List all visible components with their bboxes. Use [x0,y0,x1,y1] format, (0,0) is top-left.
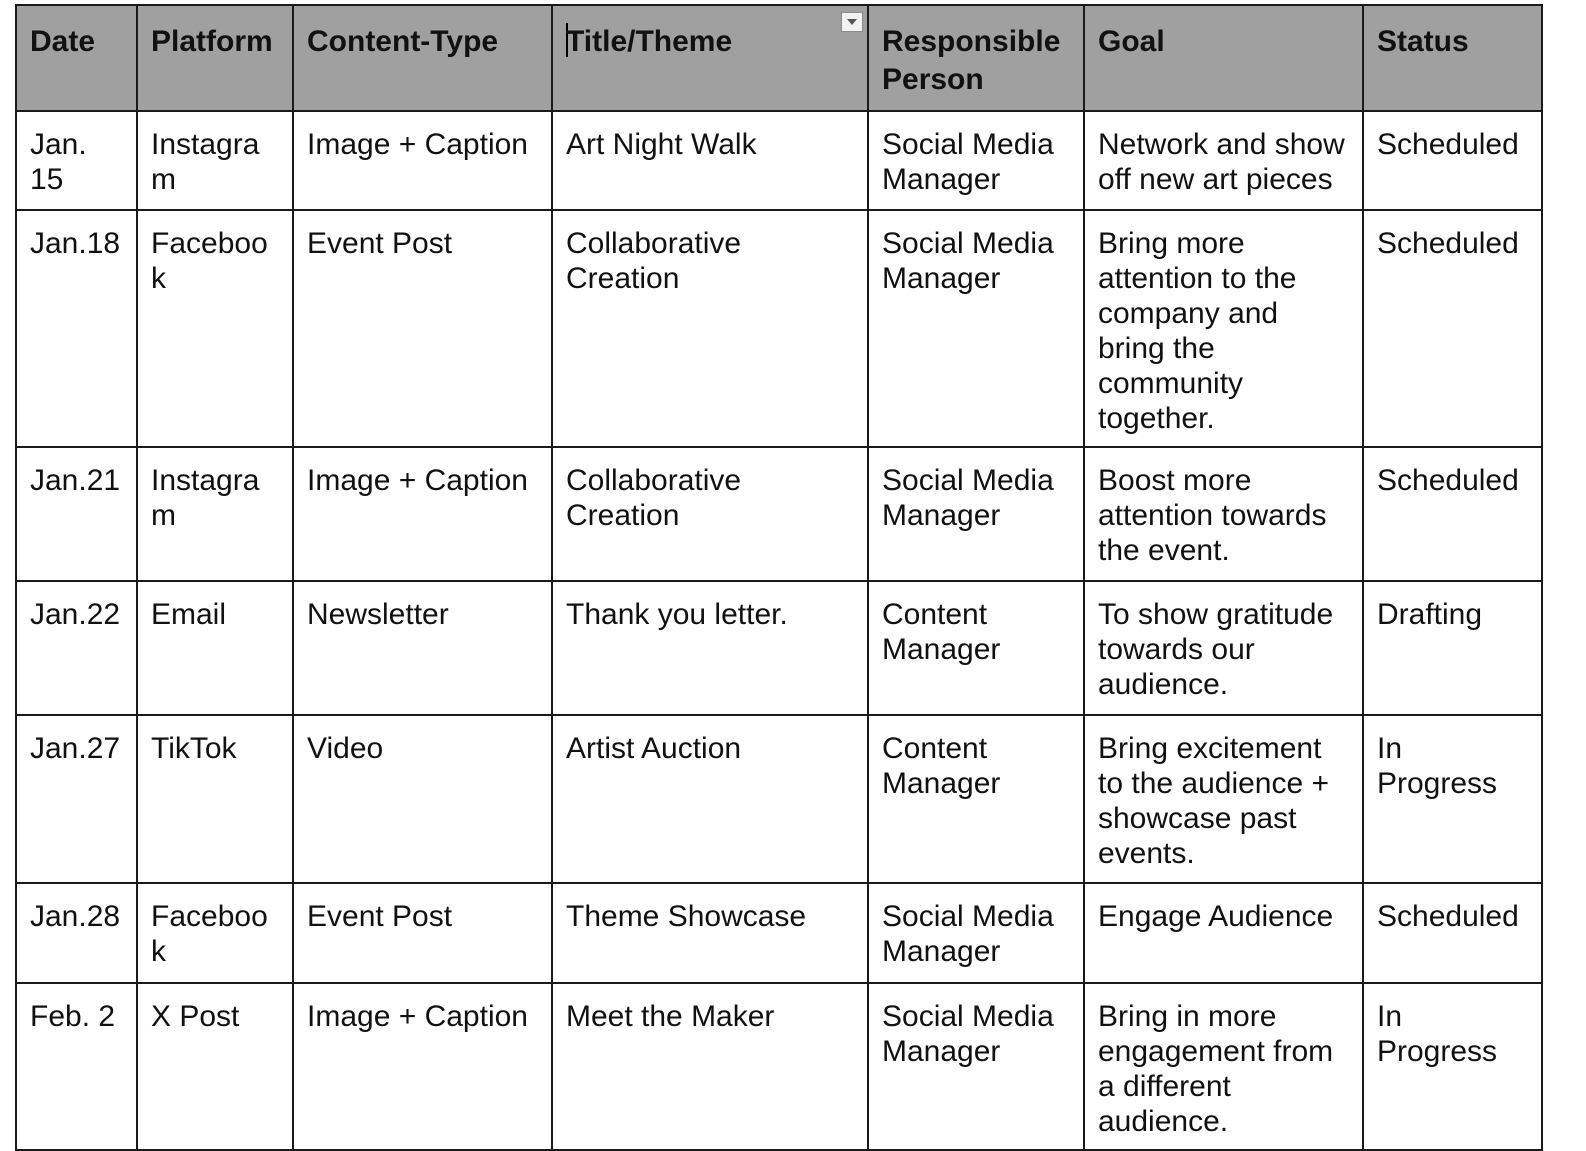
cell-goal[interactable]: Bring more attention to the company and bring the community together. [1084,210,1363,447]
header-label: Responsible Person [882,25,1061,96]
header-cell-goal[interactable] [1084,5,1363,111]
cell-responsible-person[interactable]: Social Media Manager [868,447,1084,581]
cell-status[interactable]: In Progress [1363,715,1542,883]
cell-platform[interactable]: Instagram [137,111,293,210]
header-cell-platform[interactable] [137,5,293,111]
header-label: Title/Theme [566,25,733,58]
cell-content-type[interactable]: Event Post [293,210,552,447]
cell-responsible-person[interactable]: Social Media Manager [868,983,1084,1150]
table-row [16,715,1542,883]
cell-title-theme[interactable]: Collaborative Creation [552,210,868,447]
cell-title-theme[interactable]: Artist Auction [552,715,868,883]
cell-title-theme[interactable]: Art Night Walk [552,111,868,210]
cell-goal[interactable]: Bring in more engagement from a different audience. [1084,983,1363,1150]
cell-platform[interactable]: Instagram [137,447,293,581]
cell-goal[interactable]: Network and show off new art pieces [1084,111,1363,210]
header-label: Date [30,25,96,58]
cell-content-type[interactable]: Image + Caption [293,111,552,210]
header-cell-content-type[interactable] [293,5,552,111]
cell-responsible-person[interactable]: Social Media Manager [868,210,1084,447]
header-label: Goal [1098,25,1165,58]
cell-status[interactable]: Scheduled [1363,111,1542,210]
cell-status[interactable]: In Progress [1363,983,1542,1150]
table-row [16,111,1542,210]
cell-goal[interactable]: Bring excitement to the audience + showcase past events. [1084,715,1363,883]
cell-responsible-person[interactable]: Social Media Manager [868,111,1084,210]
cell-title-theme[interactable]: Meet the Maker [552,983,868,1150]
cell-status[interactable]: Scheduled [1363,447,1542,581]
cell-goal[interactable]: To show gratitude towards our audience. [1084,581,1363,715]
cell-platform[interactable]: Email [137,581,293,715]
cell-platform[interactable]: TikTok [137,715,293,883]
cell-platform[interactable]: Facebook [137,210,293,447]
cell-status[interactable]: Scheduled [1363,883,1542,983]
content-calendar-table [15,4,1543,1151]
cell-content-type[interactable]: Image + Caption [293,447,552,581]
header-label: Content-Type [307,25,499,58]
header-cell-responsible-person[interactable] [868,5,1084,111]
cell-content-type[interactable]: Newsletter [293,581,552,715]
header-label: Status [1377,25,1469,58]
cell-responsible-person[interactable]: Content Manager [868,715,1084,883]
table-row [16,883,1542,983]
cell-status[interactable]: Scheduled [1363,210,1542,447]
table-row [16,983,1542,1150]
header-cell-status[interactable] [1363,5,1542,111]
chevron-down-icon [847,19,857,25]
cell-goal[interactable]: Engage Audience [1084,883,1363,983]
cell-title-theme[interactable]: Theme Showcase [552,883,868,983]
cell-platform[interactable]: Facebook [137,883,293,983]
cell-date[interactable]: Jan.18 [16,210,137,447]
cell-responsible-person[interactable]: Content Manager [868,581,1084,715]
cell-content-type[interactable]: Event Post [293,883,552,983]
cell-date[interactable]: Jan.21 [16,447,137,581]
header-row [16,5,1542,111]
header-cell-title-theme[interactable] [552,5,868,111]
cell-goal[interactable]: Boost more attention towards the event. [1084,447,1363,581]
header-cell-date[interactable] [16,5,137,111]
table-row [16,210,1542,447]
cell-content-type[interactable]: Video [293,715,552,883]
cell-date[interactable]: Jan.28 [16,883,137,983]
cell-date[interactable]: Jan. 15 [16,111,137,210]
filter-dropdown-button[interactable] [841,12,863,32]
cell-title-theme[interactable]: Collaborative Creation [552,447,868,581]
cell-date[interactable]: Jan.27 [16,715,137,883]
header-label: Platform [151,25,273,58]
cell-responsible-person[interactable]: Social Media Manager [868,883,1084,983]
table-row [16,581,1542,715]
cell-platform[interactable]: X Post [137,983,293,1150]
cell-status[interactable]: Drafting [1363,581,1542,715]
cell-title-theme[interactable]: Thank you letter. [552,581,868,715]
cell-content-type[interactable]: Image + Caption [293,983,552,1150]
cell-date[interactable]: Jan.22 [16,581,137,715]
table-row [16,447,1542,581]
cell-date[interactable]: Feb. 2 [16,983,137,1150]
